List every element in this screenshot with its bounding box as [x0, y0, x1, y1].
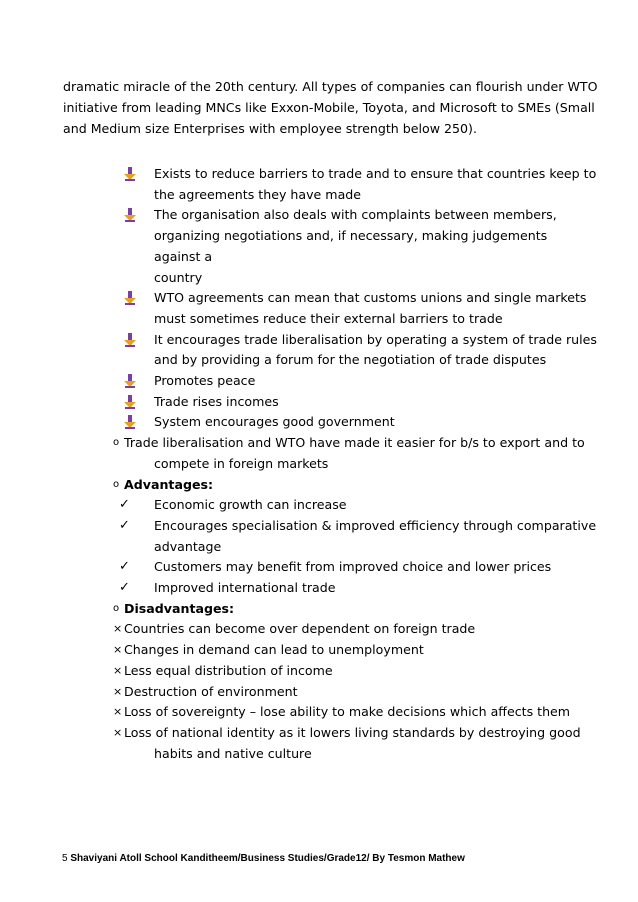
list-item: [113, 640, 597, 661]
list-item: [113, 619, 597, 640]
arrow-down-icon: [117, 205, 147, 225]
cross-icon: ×: [113, 725, 123, 739]
checkmark-icon: ✓: [119, 559, 130, 575]
cross-icon: ×: [113, 705, 123, 719]
checkmark-icon: ✓: [119, 517, 130, 533]
list-item: [117, 557, 597, 578]
list-item-text: Customers may benefit from improved choice and lower prices: [154, 559, 552, 575]
list-item-text: Advantages:: [124, 476, 214, 492]
list-item: [117, 330, 597, 371]
list-item: [117, 164, 597, 205]
intro-line: initiative from leading MNCs like Exxon-Mobile, Toyota, and Microsoft to SMEs (Small: [63, 100, 595, 115]
list-item: [117, 495, 597, 516]
list-item-text: Exists to reduce barriers to trade and to ensure that countries keep to: [154, 166, 597, 181]
checkmark-icon: ✓: [119, 497, 130, 513]
list-item: [113, 433, 597, 474]
list-item-text: and by providing a forum for the negotiation of trade disputes: [154, 352, 547, 368]
list-item-text: System encourages good government: [154, 414, 395, 430]
list-item-text: country: [154, 269, 203, 285]
list-item-text: Loss of national identity as it lowers living standards by destroying good: [124, 724, 581, 740]
list-item-text: organizing negotiations and, if necessary, making judgements against a: [154, 228, 548, 264]
list-item: [113, 599, 597, 620]
list-item: [113, 702, 597, 723]
list-item-text: Improved international trade: [154, 580, 336, 596]
bullet-list: [113, 164, 597, 764]
cross-icon: ×: [113, 622, 123, 636]
intro-paragraph: [63, 76, 603, 139]
list-item-text: Promotes peace: [154, 373, 256, 389]
list-item-text: Loss of sovereignty – lose ability to make decisions which affects them: [124, 704, 571, 720]
list-item-text: Destruction of environment: [124, 683, 298, 699]
list-item-text: Disadvantages:: [124, 600, 235, 616]
arrow-down-icon: [117, 371, 147, 391]
arrow-down-icon: [117, 330, 147, 350]
arrow-down-icon: [117, 412, 147, 432]
list-item: [113, 475, 597, 496]
list-item: [117, 371, 597, 392]
page-number: 5: [62, 853, 68, 864]
list-item-text: Changes in demand can lead to unemployment: [124, 642, 424, 658]
list-item: [117, 578, 597, 599]
checkmark-icon: ✓: [119, 580, 130, 596]
list-item-text: must sometimes reduce their external barriers to trade: [154, 310, 503, 326]
list-item-text: Trade liberalisation and WTO have made it easier for b/s to export and to: [124, 435, 585, 451]
intro-line: dramatic miracle of the 20th century. All types of companies can flourish under WTO: [63, 79, 598, 94]
list-item: [117, 392, 597, 413]
list-item-text: It encourages trade liberalisation by operating a system of trade rules: [154, 331, 597, 347]
list-item-text: the agreements they have made: [154, 186, 362, 202]
list-item-text: Economic growth can increase: [154, 497, 347, 513]
circle-bullet-icon: o: [113, 437, 120, 449]
list-item: [113, 682, 597, 703]
footer-text: Shaviyani Atoll School Kanditheem/Business Studies/Grade12/ By Tesmon Mathew: [70, 853, 465, 864]
list-item-text: Less equal distribution of income: [124, 662, 333, 678]
list-item: [113, 723, 597, 764]
list-item-text: Trade rises incomes: [154, 393, 279, 409]
list-item: [117, 288, 597, 329]
list-item-text: advantage: [154, 538, 222, 554]
list-item: [117, 412, 597, 433]
list-item-text: compete in foreign markets: [154, 455, 329, 471]
page-footer: [62, 853, 465, 864]
arrow-down-icon: [117, 288, 147, 308]
list-item: [117, 205, 597, 288]
circle-bullet-icon: o: [113, 602, 120, 614]
intro-line: and Medium size Enterprises with employee strength below 250).: [63, 121, 477, 136]
cross-icon: ×: [113, 643, 123, 657]
list-item-text: habits and native culture: [154, 745, 312, 761]
circle-bullet-icon: o: [113, 478, 120, 490]
arrow-down-icon: [117, 164, 147, 184]
list-item-text: The organisation also deals with complaints between members,: [154, 207, 557, 223]
list-item-text: Encourages specialisation & improved efficiency through comparative: [154, 517, 597, 533]
list-item-text: Countries can become over dependent on foreign trade: [124, 621, 476, 637]
arrow-down-icon: [117, 392, 147, 412]
list-item: [113, 661, 597, 682]
cross-icon: ×: [113, 663, 123, 677]
list-item-text: WTO agreements can mean that customs unions and single markets: [154, 290, 587, 306]
list-item: [117, 516, 597, 557]
cross-icon: ×: [113, 684, 123, 698]
